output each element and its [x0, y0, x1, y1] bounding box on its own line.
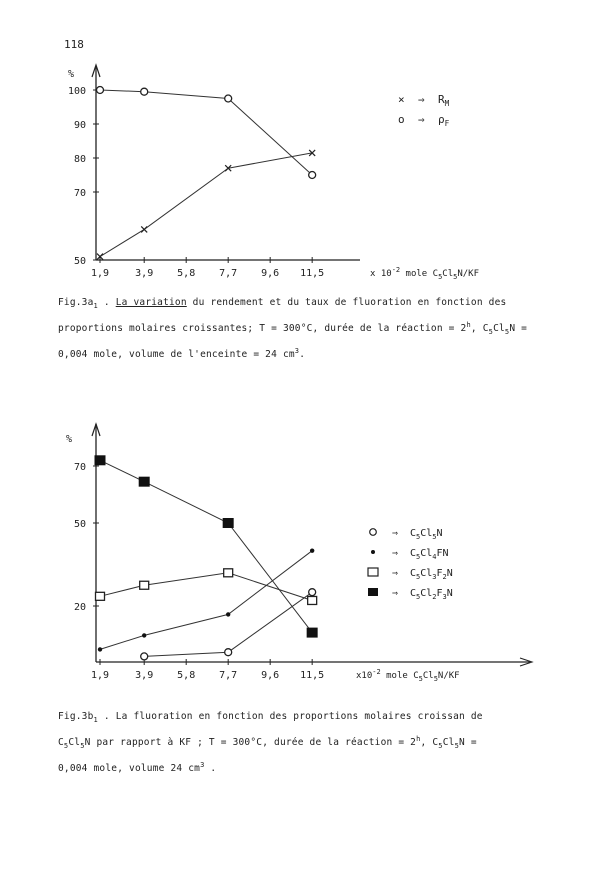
x-unit-part: 5	[418, 675, 423, 683]
legend	[398, 93, 450, 128]
x-tick-label: 11,5	[300, 268, 325, 279]
y-tick-label: 100	[67, 86, 86, 97]
x-unit-part: 5	[433, 675, 438, 683]
formula-subscript: 5	[416, 533, 421, 541]
series-line-C5Cl4FN	[100, 551, 312, 650]
legend-label-rho_F	[438, 113, 450, 128]
y-tick-label: 50	[73, 256, 86, 267]
x-unit-part: x 10	[370, 269, 392, 279]
point-C5Cl5N	[141, 653, 148, 660]
x-unit-part: 5	[453, 273, 458, 281]
y-axis-label: %	[68, 69, 75, 80]
x-tick-label: 9,6	[261, 268, 280, 279]
legend-arrow: ⇒	[418, 113, 425, 126]
legend-arrow: ⇒	[392, 548, 399, 559]
caption-fig3b	[58, 707, 538, 778]
point-C5Cl2F3N	[95, 456, 105, 465]
y-tick-label: 50	[73, 519, 86, 530]
legend-arrow: ⇒	[392, 568, 399, 579]
point-rho_F	[225, 95, 232, 102]
caption-fig3a-line1: $Fig.3a_1$ . La variation du rendement et du taux de fluoration en fonction des	[58, 297, 507, 310]
x-unit-part: 5	[438, 273, 443, 281]
x-axis-unit-label	[356, 668, 460, 683]
point-C5Cl4FN	[226, 612, 230, 616]
formula-subscript: 5	[432, 533, 437, 541]
x-tick-label: 3,9	[135, 670, 154, 681]
legend-marker-C5Cl3F2N	[368, 568, 378, 576]
x-tick-label: 9,6	[261, 670, 280, 681]
point-C5Cl5N	[225, 649, 232, 656]
series-line-C5Cl5N	[144, 592, 312, 656]
legend-marker-C5Cl5N	[370, 529, 377, 536]
y-axis-label: %	[66, 434, 73, 445]
formula-text: N	[446, 588, 453, 599]
x-tick-label: 1,9	[90, 268, 110, 279]
legend-label-R_M	[438, 93, 450, 108]
legend-symbol-R_M: ×	[398, 93, 405, 106]
formula-text: C	[410, 548, 417, 559]
formula-text: C	[410, 568, 417, 579]
page-number: 118	[64, 38, 84, 51]
x-unit-part: Cl	[442, 269, 454, 279]
formula-text: Cl	[420, 528, 433, 539]
point-C5Cl3F2N	[224, 569, 233, 577]
y-tick-label: 20	[73, 602, 86, 613]
series-line-C5Cl3F2N	[100, 573, 312, 601]
point-rho_F	[141, 88, 148, 95]
point-C5Cl4FN	[310, 548, 314, 552]
formula-text: FN	[436, 548, 449, 559]
formula-text: ρ	[438, 113, 445, 126]
formula-text: Cl	[420, 568, 433, 579]
legend-marker-C5Cl4FN	[371, 550, 375, 554]
caption-fig3a-line3: 0,004 mole, volume de l'enceinte = 24 $cm^3$.	[58, 346, 306, 361]
formula-subscript: 4	[432, 553, 437, 561]
formula-subscript: F	[444, 119, 450, 128]
x-tick-label: 1,9	[90, 670, 110, 681]
point-C5Cl4FN	[142, 633, 146, 637]
point-C5Cl2F3N	[139, 477, 149, 486]
x-unit-part: N/KF	[437, 671, 460, 681]
x-axis-unit-label	[370, 266, 479, 281]
formula-text: N	[436, 528, 443, 539]
x-tick-label: 5,8	[177, 670, 196, 681]
x-tick-label: 5,8	[177, 268, 196, 279]
formula-subscript: 5	[416, 553, 421, 561]
point-C5Cl4FN	[98, 647, 102, 651]
x-unit-part: Cl	[422, 671, 434, 681]
x-unit-part: -2	[391, 266, 401, 274]
point-C5Cl3F2N	[308, 596, 317, 604]
x-unit-part: -2	[372, 668, 381, 676]
formula-text: F	[436, 588, 443, 599]
legend-arrow: ⇒	[392, 588, 399, 599]
y-tick-label: 70	[73, 188, 86, 199]
formula-subscript: 5	[416, 593, 421, 601]
figure-3b-chart	[0, 420, 593, 705]
x-unit-part: N/KF	[457, 269, 480, 279]
formula-subscript: M	[444, 99, 450, 108]
caption-fig3b-line1: $Fig.3b_1$ . La fluoration en fonction des proportions molaires croissan de	[58, 711, 483, 724]
x-unit-part: mole C	[380, 671, 419, 681]
formula-text: C	[410, 588, 417, 599]
formula-subscript: 2	[442, 573, 447, 581]
legend-arrow: ⇒	[392, 528, 399, 539]
formula-text: R	[438, 93, 445, 106]
point-rho_F	[97, 87, 104, 94]
legend-label-C5Cl5N	[410, 528, 443, 541]
caption-fig3a-line2: proportions molaires croissantes; T = 300°C, durée de la réaction = $2^h$, $C_5Cl_5N$ =	[58, 320, 528, 336]
series-line-R_M	[100, 153, 312, 257]
legend-label-C5Cl2F3N	[410, 588, 453, 601]
point-C5Cl3F2N	[140, 581, 149, 589]
formula-text: F	[436, 568, 443, 579]
point-C5Cl2F3N	[307, 628, 317, 637]
x-tick-label: 3,9	[135, 268, 154, 279]
point-R_M	[141, 226, 147, 232]
caption-fig3a	[58, 293, 538, 364]
formula-text: C	[410, 528, 417, 539]
y-tick-label: 70	[73, 462, 86, 473]
formula-text: Cl	[420, 588, 433, 599]
caption-fig3b-line3: 0,004 mole, volume 24 $cm^3$ .	[58, 760, 217, 775]
y-tick-label: 90	[73, 120, 86, 131]
formula-subscript: 3	[432, 573, 437, 581]
legend-marker-C5Cl2F3N	[368, 588, 378, 596]
legend-label-C5Cl3F2N	[410, 568, 453, 581]
legend-label-C5Cl4FN	[410, 548, 449, 561]
formula-subscript: 2	[432, 593, 437, 601]
legend	[368, 528, 453, 601]
point-C5Cl2F3N	[223, 519, 233, 528]
formula-text: Cl	[420, 548, 433, 559]
formula-subscript: 5	[416, 573, 421, 581]
x-tick-label: 7,7	[219, 268, 238, 279]
x-unit-part: x10	[356, 671, 373, 681]
caption-fig3b-line2: $C_5Cl_5N$ par rapport à KF ; T = 300°C, durée de la réaction = $2^h$, $C_5Cl_5N$ =	[58, 734, 477, 750]
formula-text: N	[446, 568, 453, 579]
point-C5Cl5N	[309, 589, 316, 596]
x-tick-label: 11,5	[300, 670, 325, 681]
series-line-rho_F	[100, 90, 312, 175]
x-tick-label: 7,7	[219, 670, 238, 681]
x-unit-part: mole C	[400, 269, 439, 279]
series-line-C5Cl2F3N	[100, 460, 312, 632]
y-tick-label: 80	[73, 154, 86, 165]
legend-symbol-rho_F: o	[398, 113, 405, 126]
point-C5Cl3F2N	[96, 592, 105, 600]
formula-subscript: 3	[442, 593, 447, 601]
legend-arrow: ⇒	[418, 93, 425, 106]
point-rho_F	[309, 172, 316, 179]
